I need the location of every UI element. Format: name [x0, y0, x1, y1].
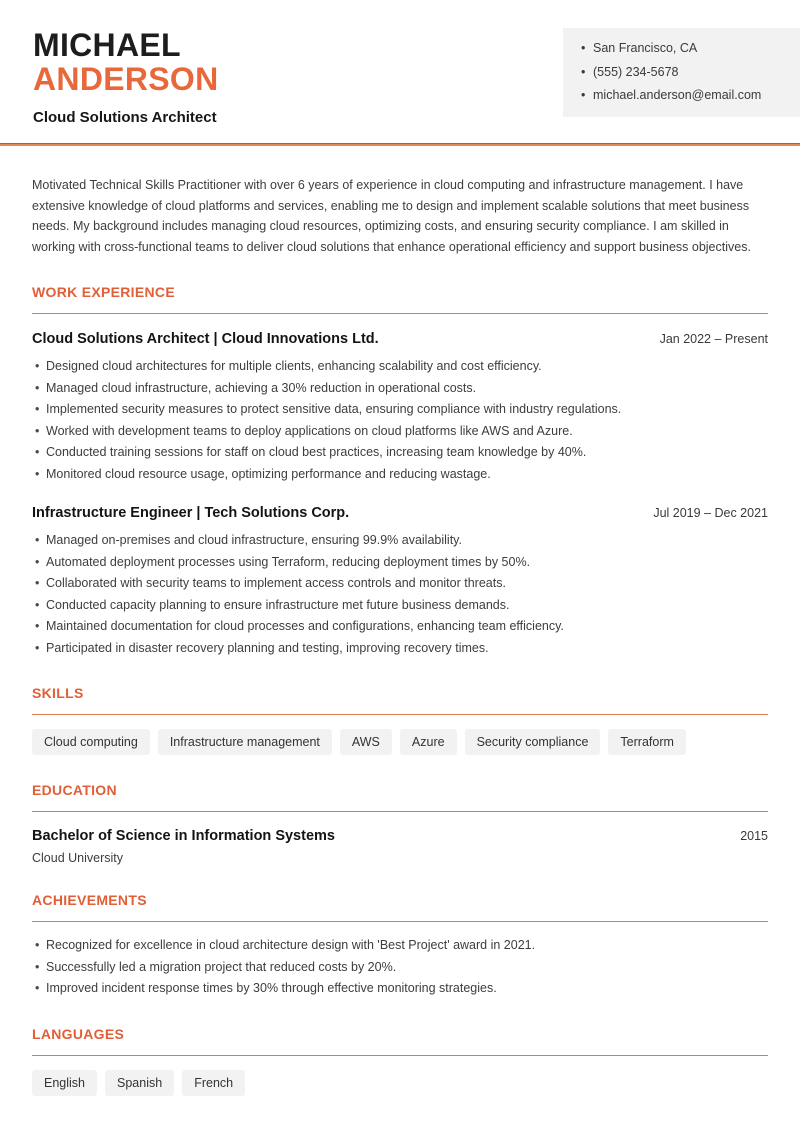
skill-tag: Cloud computing: [32, 729, 150, 755]
skills-tag-list: [32, 729, 768, 755]
job-bullet: • Conducted training sessions for staff on cloud best practices, increasing team knowledge by 40%.: [32, 442, 768, 463]
job-bullet: • Worked with development teams to deploy applications on cloud platforms like AWS and Azure.: [32, 421, 768, 442]
section-achievements: [32, 892, 768, 999]
resume-header: [0, 0, 800, 126]
section-divider: [32, 921, 768, 922]
contact-email: • michael.anderson@email.com: [581, 84, 786, 108]
job-dates: Jul 2019 – Dec 2021: [653, 506, 768, 520]
summary-paragraph: Motivated Technical Skills Practitioner with over 6 years of experience in cloud computing and infrastructure management. I have extensive knowledge of cloud platforms and services, enabling me to design and implement scalable solutions that meet business needs. My background includes managing cloud resources, optimizing costs, and ensuring security compliance. I am skilled in working with cross-functional teams to deliver cloud solutions that enhance operational efficiency and support business objectives.: [32, 178, 751, 254]
contact-location: • San Francisco, CA: [581, 37, 786, 61]
job-header: [32, 505, 768, 521]
work-experience-heading: WORK EXPERIENCE: [32, 284, 175, 300]
name-block: [33, 28, 219, 126]
achievement-item: • Successfully led a migration project that reduced costs by 20%.: [32, 957, 768, 978]
job-bullet: • Monitored cloud resource usage, optimizing performance and reducing wastage.: [32, 464, 768, 485]
job-bullet-list: [32, 530, 768, 658]
job-bullet: • Automated deployment processes using Terraform, reducing deployment times by 50%.: [32, 552, 768, 573]
job-title: Infrastructure Engineer | Tech Solutions Corp.: [32, 505, 350, 521]
job-header: [32, 331, 768, 347]
candidate-name: [33, 28, 219, 96]
section-skills: [32, 685, 768, 755]
languages-tag-list: [32, 1070, 768, 1096]
skill-tag: Azure: [400, 729, 457, 755]
languages-heading: LANGUAGES: [32, 1025, 125, 1042]
language-tag: English: [32, 1070, 97, 1096]
job-dates: Jan 2022 – Present: [659, 332, 768, 346]
header-divider: [0, 143, 800, 146]
achievements-list: [32, 935, 768, 999]
achievement-item: • Recognized for excellence in cloud architecture design with 'Best Project' award in 2021.: [32, 935, 768, 956]
contact-box: [563, 28, 800, 117]
achievements-heading: ACHIEVEMENTS: [32, 892, 147, 908]
job-bullet: • Implemented security measures to protect sensitive data, ensuring compliance with industry regulations.: [32, 399, 768, 420]
job-bullet: • Participated in disaster recovery planning and testing, improving recovery times.: [32, 638, 768, 659]
language-tag: Spanish: [105, 1070, 174, 1096]
education-entry: [32, 828, 768, 865]
job-bullet: • Managed cloud infrastructure, achieving a 30% reduction in operational costs.: [32, 378, 768, 399]
candidate-role: Cloud Solutions Architect: [33, 109, 217, 126]
skill-tag: Security compliance: [465, 729, 601, 755]
skill-tag: AWS: [340, 729, 392, 755]
section-divider: [32, 811, 768, 812]
candidate-last-name: ANDERSON: [33, 61, 219, 97]
language-tag: French: [182, 1070, 245, 1096]
job-bullet: • Managed on-premises and cloud infrastructure, ensuring 99.9% availability.: [32, 530, 768, 551]
section-languages: [32, 1026, 768, 1096]
education-year: 2015: [740, 829, 768, 843]
job-title: Cloud Solutions Architect | Cloud Innovations Ltd.: [32, 331, 379, 347]
section-work-experience: [32, 284, 768, 658]
job-entry: [32, 331, 768, 484]
achievement-item: • Improved incident response times by 30% through effective monitoring strategies.: [32, 978, 768, 999]
contact-list: [581, 37, 786, 108]
candidate-first-name: MICHAEL: [33, 27, 181, 63]
skill-tag: Terraform: [608, 729, 685, 755]
job-bullet: • Designed cloud architectures for multiple clients, enhancing scalability and cost efficiency.: [32, 356, 768, 377]
skills-heading: SKILLS: [32, 685, 84, 701]
education-heading: EDUCATION: [32, 782, 117, 798]
section-divider: [32, 714, 768, 715]
job-bullet: • Maintained documentation for cloud processes and configurations, enhancing team efficiency.: [32, 616, 768, 637]
education-school: Cloud University: [32, 851, 124, 865]
section-education: [32, 782, 768, 865]
section-divider: [32, 313, 768, 314]
resume-body: [0, 175, 800, 1096]
job-bullet-list: [32, 356, 768, 484]
skill-tag: Infrastructure management: [158, 729, 332, 755]
education-degree: Bachelor of Science in Information Systems: [32, 828, 335, 844]
education-header: [32, 828, 768, 844]
contact-phone: • (555) 234-5678: [581, 61, 786, 85]
section-divider: [32, 1055, 768, 1056]
job-entry: [32, 505, 768, 658]
job-bullet: • Conducted capacity planning to ensure infrastructure met future business demands.: [32, 595, 768, 616]
job-bullet: • Collaborated with security teams to implement access controls and monitor threats.: [32, 573, 768, 594]
